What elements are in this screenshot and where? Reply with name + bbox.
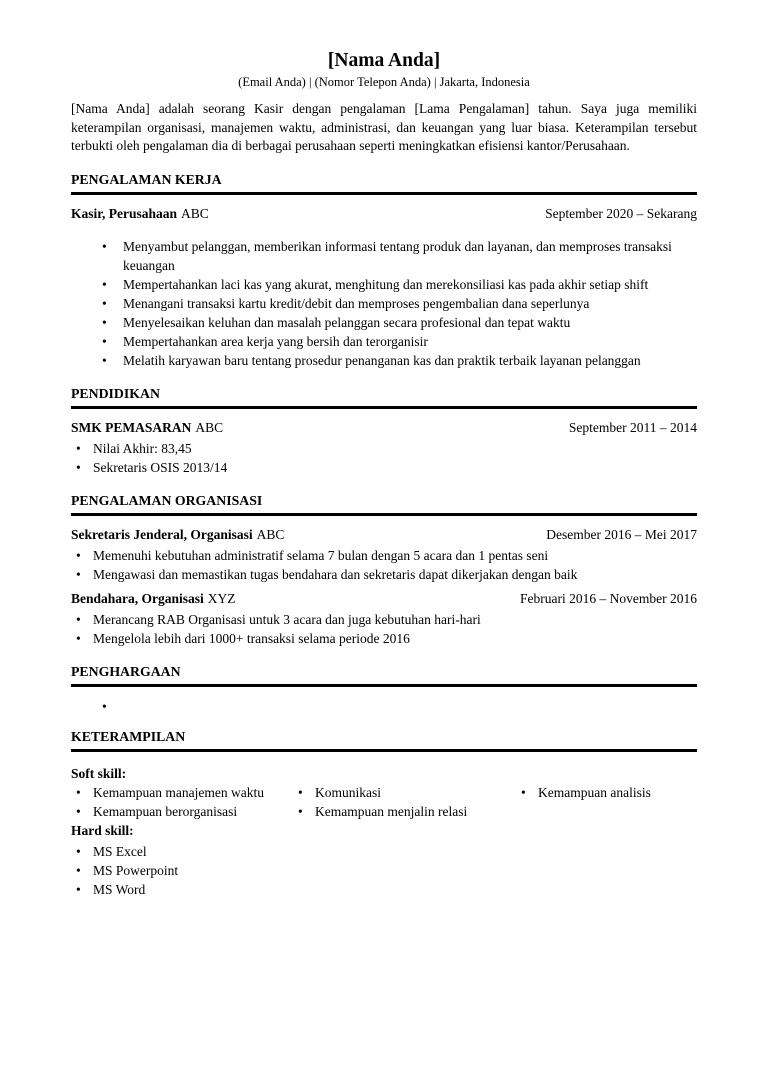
work-entry-title-main: Kasir, Perusahaan <box>71 205 178 221</box>
organization-entry-title-main: Sekretaris Jenderal, Organisasi <box>71 526 253 542</box>
bullet-item: • MS Powerpoint <box>71 861 697 880</box>
section-heading-awards: PENGHARGAAN <box>71 663 181 679</box>
bullet-item: • Menyambut pelanggan, memberikan informasi tentang produk dan layanan, dan memproses transaksi keuangan <box>71 237 697 275</box>
education-entry-title <box>71 419 223 437</box>
bullet-item: • Kemampuan manajemen waktu <box>71 783 293 802</box>
section-education <box>71 385 697 477</box>
bullet-item: • Komunikasi <box>293 783 516 802</box>
soft-skill-column-1 <box>71 783 293 821</box>
section-awards <box>71 663 697 716</box>
work-entry-head <box>71 205 697 223</box>
soft-skill-label: Soft skill: <box>71 765 127 781</box>
bullet-item: • Kemampuan berorganisasi <box>71 802 293 821</box>
bullet-item: • Mempertahankan area kerja yang bersih dan terorganisir <box>71 332 697 351</box>
organization-entry-title-suffix: XYZ <box>207 590 236 606</box>
organization-entry-head <box>71 526 697 544</box>
bullet-item: • Memenuhi kebutuhan administratif selama 7 bulan dengan 5 acara dan 1 pentas seni <box>71 546 697 565</box>
bullet-item: • Merancang RAB Organisasi untuk 3 acara dan juga kebutuhan hari-hari <box>71 610 697 629</box>
bullet-item: • Mengawasi dan memastikan tugas bendahara dan sekretaris dapat dikerjakan dengan baik <box>71 565 697 584</box>
section-work <box>71 171 697 370</box>
education-entry-title-main: SMK PEMASARAN <box>71 419 192 435</box>
bullet-item <box>71 697 697 716</box>
organization-entry-title <box>71 526 284 544</box>
organization-entry-title <box>71 590 236 608</box>
education-entry-date: September 2011 – 2014 <box>568 419 697 435</box>
section-organization <box>71 492 697 648</box>
soft-skill-column-2 <box>293 783 516 821</box>
soft-skill-grid <box>71 783 697 821</box>
education-bullet-list <box>71 439 697 477</box>
organization-entry-date: Desember 2016 – Mei 2017 <box>546 526 697 542</box>
bullet-item: • Mengelola lebih dari 1000+ transaksi selama periode 2016 <box>71 629 697 648</box>
bullet-item: • Kemampuan analisis <box>516 783 697 802</box>
organization-bullet-list <box>71 610 697 648</box>
section-divider <box>71 749 697 752</box>
hard-skill-label: Hard skill: <box>71 822 134 838</box>
bullet-item: • MS Excel <box>71 842 697 861</box>
bullet-item: • Sekretaris OSIS 2013/14 <box>71 458 697 477</box>
organization-entry-head <box>71 590 697 608</box>
summary-paragraph: [Nama Anda] adalah seorang Kasir dengan pengalaman [Lama Pengalaman] tahun. Saya juga memiliki keterampilan organisasi, manajemen waktu, administrasi, dan keuangan yang luar biasa. Keterampilan tersebut terbukti oleh pengalaman dia di berbagai perusahaan seperti meningkatkan efisiensi kantor/Perusahaan. <box>71 101 697 153</box>
bullet-item: • Kemampuan menjalin relasi <box>293 802 516 821</box>
work-entry-date: September 2020 – Sekarang <box>545 205 697 221</box>
bullet-item: • Menyelesaikan keluhan dan masalah pelanggan secara profesional dan tepat waktu <box>71 313 697 332</box>
section-divider <box>71 192 697 195</box>
hard-skill-list <box>71 842 697 899</box>
section-heading-education: PENDIDIKAN <box>71 385 160 401</box>
work-entry-title-suffix: ABC <box>181 205 209 221</box>
bullet-item: • Menangani transaksi kartu kredit/debit dan memproses pengembalian dana seperlunya <box>71 294 697 313</box>
organization-entry-title-main: Bendahara, Organisasi <box>71 590 204 606</box>
section-divider <box>71 513 697 516</box>
section-heading-organization: PENGALAMAN ORGANISASI <box>71 492 263 508</box>
section-skills <box>71 728 697 899</box>
bullet-item: • Melatih karyawan baru tentang prosedur penanganan kas dan praktik terbaik layanan pelanggan <box>71 351 697 370</box>
bullet-item: • MS Word <box>71 880 697 899</box>
work-entry-title <box>71 205 209 223</box>
page-title: [Nama Anda] <box>327 50 441 71</box>
organization-bullet-list <box>71 546 697 584</box>
awards-bullet-list <box>71 697 697 716</box>
section-divider <box>71 406 697 409</box>
section-divider <box>71 684 697 687</box>
education-entry-title-suffix: ABC <box>195 419 224 435</box>
bullet-item: • Mempertahankan laci kas yang akurat, menghitung dan merekonsiliasi kas pada akhir setiap shift <box>71 275 697 294</box>
organization-entry-date: Februari 2016 – November 2016 <box>520 590 697 606</box>
organization-entry-title-suffix: ABC <box>256 526 285 542</box>
section-heading-skills: KETERAMPILAN <box>71 728 186 744</box>
contact-line: (Email Anda) | (Nomor Telepon Anda) | Jakarta, Indonesia <box>238 75 530 89</box>
work-bullet-list <box>71 237 697 370</box>
education-entry-head <box>71 419 697 437</box>
bullet-item: • Nilai Akhir: 83,45 <box>71 439 697 458</box>
soft-skill-column-3 <box>516 783 697 821</box>
section-heading-work: PENGALAMAN KERJA <box>71 171 222 187</box>
